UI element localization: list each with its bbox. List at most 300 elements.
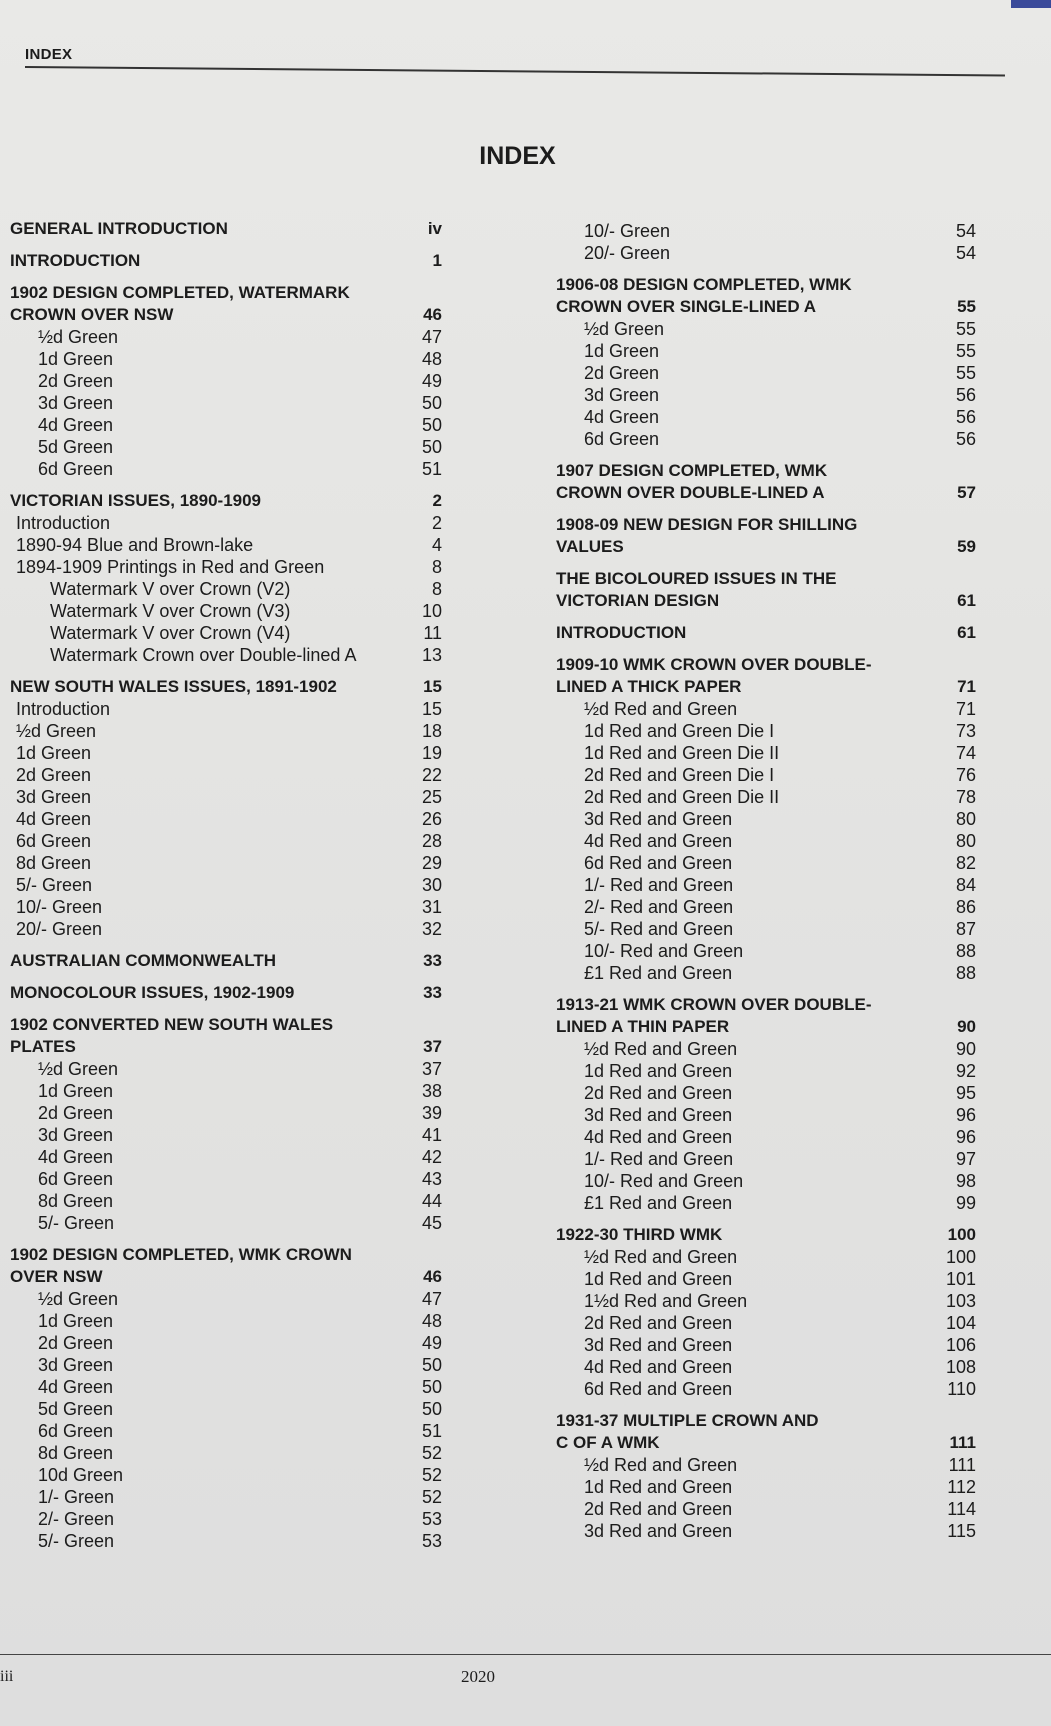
entry-title: Watermark Crown over Double-lined A [50,645,357,665]
index-entry [10,1530,442,1552]
entry-title: ½d Green [584,319,665,339]
index-entry [10,622,442,644]
entry-page-number: 87 [955,919,976,939]
index-entry [10,808,442,830]
entry-title: NEW SOUTH WALES ISSUES, 1891-1902 [10,677,337,696]
entry-page-number: 44 [421,1191,442,1211]
entry-title: 1/- Red and Green [584,1149,734,1169]
entry-title: 1890-94 Blue and Brown-lake [16,535,254,555]
entry-title: 4d Red and Green [584,1127,733,1147]
index-entry [556,406,976,428]
entry-title: 1909-10 WMK CROWN OVER DOUBLE- LINED A THICK PAPER [556,655,872,696]
index-entry [10,1288,442,1310]
index-entry [10,830,442,852]
index-entry [10,1508,442,1530]
entry-title: 4d Green [16,809,92,829]
entry-page-number: 49 [421,371,442,391]
entry-page-number: 39 [421,1103,442,1123]
entry-page-number: 2 [432,491,442,510]
entry-title: Introduction [16,699,111,719]
entry-title: 6d Red and Green [584,853,733,873]
entry-page-number: 50 [421,1355,442,1375]
index-entry [10,764,442,786]
entry-title: 2/- Green [38,1509,115,1529]
entry-page-number: 96 [955,1105,976,1125]
index-entry [10,392,442,414]
entry-page-number: 51 [421,459,442,479]
index-entry [556,918,976,940]
entry-page-number: 29 [421,853,442,873]
index-entry [10,512,442,534]
entry-title: 2d Green [38,1333,114,1353]
index-entry [556,874,976,896]
entry-page-number: 19 [421,743,442,763]
entry-page-number: 37 [421,1059,442,1079]
index-entry [10,1376,442,1398]
index-entry [10,348,442,370]
entry-title: 5/- Green [16,875,93,895]
index-entry [10,698,442,720]
entry-title: 2d Green [584,363,660,383]
entry-page-number: 80 [955,831,976,851]
index-entry [556,1520,976,1542]
index-entry [10,1354,442,1376]
index-entry [10,370,442,392]
index-section-heading [556,654,976,698]
entry-title: 2d Red and Green Die I [584,765,775,785]
entry-title: ½d Green [38,1289,119,1309]
index-entry [10,874,442,896]
index-entry [556,1290,976,1312]
entry-title: 8d Green [16,853,92,873]
entry-page-number: 25 [421,787,442,807]
index-right-column [556,220,976,1542]
index-entry [556,220,976,242]
entry-title: 10/- Red and Green [584,1171,744,1191]
entry-title: 1/- Red and Green [584,875,734,895]
index-entry [10,1058,442,1080]
entry-title: 10d Green [38,1465,124,1485]
entry-page-number: 28 [421,831,442,851]
index-section-heading [556,1224,976,1246]
entry-page-number: 88 [955,941,976,961]
index-entry [556,340,976,362]
entry-page-number: 101 [945,1269,976,1289]
index-entry [556,242,976,264]
entry-title: 2d Red and Green [584,1499,733,1519]
entry-page-number: 4 [431,535,442,555]
running-head: INDEX [25,46,73,63]
entry-title: 1931-37 MULTIPLE CROWN AND C OF A WMK [556,1411,819,1452]
entry-title: £1 Red and Green [584,1193,733,1213]
entry-page-number: 41 [421,1125,442,1145]
entry-page-number: 45 [421,1213,442,1233]
entry-title: 3d Red and Green [584,1105,733,1125]
entry-title: ½d Red and Green [584,1247,738,1267]
entry-title: 20/- Green [16,919,103,939]
entry-page-number: 8 [431,557,442,577]
entry-page-number: 100 [947,1225,976,1244]
entry-page-number: 112 [947,1477,976,1497]
page-corner-edge [1011,0,1051,8]
entry-title: 1d Green [16,743,92,763]
index-entry [556,1104,976,1126]
entry-page-number: 90 [957,1017,976,1036]
index-entry [10,436,442,458]
entry-title: 2d Red and Green [584,1083,733,1103]
entry-title: 1d Green [38,1081,114,1101]
entry-page-number: 92 [955,1061,976,1081]
entry-title: 10/- Green [584,221,671,241]
index-entry [556,1454,976,1476]
entry-page-number: 115 [947,1521,976,1541]
entry-title: ½d Red and Green [584,1039,738,1059]
index-section-heading [556,568,976,612]
entry-page-number: 61 [957,623,976,642]
footer-year: 2020 [461,1667,495,1686]
index-entry [556,1378,976,1400]
entry-page-number: 55 [955,319,976,339]
entry-title: 3d Red and Green [584,809,733,829]
header-rule [25,66,1005,77]
entry-title: 3d Green [16,787,92,807]
index-entry [10,786,442,808]
index-entry [556,742,976,764]
index-entry [556,1170,976,1192]
entry-title: 1d Green [38,1311,114,1331]
entry-title: 1d Green [584,341,660,361]
entry-page-number: 37 [423,1037,442,1056]
entry-page-number: iv [427,219,442,238]
entry-page-number: 71 [957,677,976,696]
entry-title: 6d Red and Green [584,1379,733,1399]
entry-title: 1902 DESIGN COMPLETED, WATERMARK CROWN OVER NSW [10,283,350,324]
entry-title: ½d Green [16,721,97,741]
entry-page-number: 30 [421,875,442,895]
entry-page-number: 50 [421,393,442,413]
entry-title: 1922-30 THIRD WMK [556,1225,723,1244]
page-title: INDEX [479,142,556,170]
entry-page-number: 46 [423,1267,442,1286]
entry-title: 4d Green [38,415,114,435]
entry-title: 1907 DESIGN COMPLETED, WMK CROWN OVER DOUBLE-LINED A [556,461,828,502]
entry-page-number: 54 [955,243,976,263]
index-section-heading [10,1014,442,1058]
index-entry [556,1246,976,1268]
entry-page-number: 110 [947,1379,976,1399]
index-entry [10,556,442,578]
entry-page-number: 43 [421,1169,442,1189]
entry-title: 1902 CONVERTED NEW SOUTH WALES PLATES [10,1015,334,1056]
entry-title: 10/- Green [16,897,103,917]
index-entry [556,808,976,830]
index-entry [556,1038,976,1060]
entry-title: VICTORIAN ISSUES, 1890-1909 [10,491,262,510]
index-entry [556,720,976,742]
index-entry [556,1126,976,1148]
entry-title: 4d Green [584,407,660,427]
entry-page-number: 98 [955,1171,976,1191]
index-entry [556,318,976,340]
entry-page-number: 51 [421,1421,442,1441]
index-entry [556,1334,976,1356]
entry-page-number: 78 [955,787,976,807]
index-entry [556,428,976,450]
entry-title: 1d Red and Green Die I [584,721,775,741]
entry-title: 1/- Green [38,1487,115,1507]
index-entry [10,326,442,348]
index-entry [556,698,976,720]
index-entry [10,600,442,622]
index-section-heading [10,490,442,512]
entry-title: INTRODUCTION [10,251,141,270]
entry-title: 5/- Red and Green [584,919,734,939]
index-entry [556,1082,976,1104]
index-entry [10,1124,442,1146]
index-entry [556,362,976,384]
entry-title: Watermark V over Crown (V2) [50,579,291,599]
footer-page-number: iii [0,1668,14,1685]
entry-title: 1d Red and Green [584,1061,733,1081]
entry-page-number: 55 [955,341,976,361]
entry-page-number: 8 [431,579,442,599]
entry-title: 1½d Red and Green [584,1291,748,1311]
entry-title: ½d Green [38,1059,119,1079]
entry-title: 3d Green [38,1125,114,1145]
entry-page-number: 88 [955,963,976,983]
entry-title: 4d Red and Green [584,831,733,851]
entry-page-number: 26 [421,809,442,829]
entry-page-number: 59 [957,537,976,556]
index-entry [556,1476,976,1498]
entry-page-number: 50 [421,1399,442,1419]
entry-title: Watermark V over Crown (V4) [50,623,291,643]
index-entry [10,534,442,556]
entry-page-number: 32 [421,919,442,939]
index-entry [10,742,442,764]
entry-page-number: 56 [955,407,976,427]
index-entry [10,1486,442,1508]
index-entry [10,414,442,436]
entry-title: 3d Green [38,393,114,413]
entry-page-number: 103 [945,1291,976,1311]
index-entry [556,830,976,852]
entry-title: 2d Green [38,371,114,391]
entry-page-number: 71 [955,699,976,719]
entry-title: 8d Green [38,1191,114,1211]
entry-page-number: 97 [955,1149,976,1169]
entry-page-number: 50 [421,437,442,457]
entry-page-number: 31 [421,897,442,917]
entry-title: 6d Green [38,1169,114,1189]
entry-page-number: 80 [955,809,976,829]
entry-title: 1d Green [38,349,114,369]
index-section-heading [556,274,976,318]
entry-title: 3d Red and Green [584,1335,733,1355]
entry-page-number: 76 [955,765,976,785]
entry-page-number: 96 [955,1127,976,1147]
entry-title: 8d Green [38,1443,114,1463]
index-entry [10,1420,442,1442]
index-entry [556,1060,976,1082]
index-entry [10,1310,442,1332]
entry-title: 2d Red and Green Die II [584,787,780,807]
index-section-heading [10,950,442,972]
entry-page-number: 82 [955,853,976,873]
entry-page-number: 52 [421,1443,442,1463]
entry-title: 6d Green [16,831,92,851]
entry-title: 4d Green [38,1377,114,1397]
entry-page-number: 48 [421,349,442,369]
entry-page-number: 111 [949,1433,976,1452]
entry-title: 6d Green [584,429,660,449]
entry-page-number: 53 [421,1509,442,1529]
index-entry [10,720,442,742]
entry-title: 5d Green [38,437,114,457]
index-section-heading [10,250,442,272]
entry-title: 10/- Red and Green [584,941,744,961]
index-entry [10,1168,442,1190]
index-entry [10,1464,442,1486]
index-entry [10,1332,442,1354]
index-entry [10,1146,442,1168]
entry-page-number: 18 [421,721,442,741]
entry-page-number: 73 [955,721,976,741]
index-section-heading [556,460,976,504]
entry-page-number: 84 [955,875,976,895]
entry-title: GENERAL INTRODUCTION [10,219,228,238]
entry-page-number: 86 [955,897,976,917]
index-section-heading [556,994,976,1038]
entry-title: 2/- Red and Green [584,897,734,917]
index-section-heading [10,218,442,240]
entry-page-number: 104 [945,1313,976,1333]
entry-page-number: 108 [945,1357,976,1377]
entry-title: ½d Red and Green [584,1455,738,1475]
index-section-heading [556,514,976,558]
entry-title: 2d Green [38,1103,114,1123]
entry-page-number: 99 [955,1193,976,1213]
entry-page-number: 57 [957,483,976,502]
entry-page-number: 13 [421,645,442,665]
index-section-heading [10,982,442,1004]
entry-title: 6d Green [38,459,114,479]
entry-page-number: 11 [423,623,442,643]
index-entry [556,940,976,962]
index-entry [556,1498,976,1520]
entry-page-number: 53 [421,1531,442,1551]
entry-title: 3d Green [38,1355,114,1375]
index-entry [556,1312,976,1334]
entry-page-number: 95 [955,1083,976,1103]
entry-page-number: 48 [421,1311,442,1331]
entry-page-number: 55 [955,363,976,383]
entry-title: 3d Red and Green [584,1521,733,1541]
entry-page-number: 55 [957,297,976,316]
entry-title: 1902 DESIGN COMPLETED, WMK CROWN OVER NSW [10,1245,352,1286]
entry-page-number: 47 [421,1289,442,1309]
entry-title: AUSTRALIAN COMMONWEALTH [10,951,276,970]
index-entry [10,1102,442,1124]
index-section-heading [10,676,442,698]
entry-title: 1906-08 DESIGN COMPLETED, WMK CROWN OVER SINGLE-LINED A [556,275,852,316]
index-entry [556,786,976,808]
entry-title: 1d Red and Green [584,1477,733,1497]
index-entry [10,578,442,600]
entry-title: 1d Red and Green Die II [584,743,780,763]
entry-title: 1908-09 NEW DESIGN FOR SHILLING VALUES [556,515,858,556]
entry-page-number: 50 [421,1377,442,1397]
index-entry [10,1080,442,1102]
entry-title: Introduction [16,513,111,533]
entry-page-number: 46 [423,305,442,324]
index-entry [556,1268,976,1290]
index-entry [10,1212,442,1234]
entry-page-number: 47 [421,327,442,347]
index-entry [10,1190,442,1212]
entry-title: MONOCOLOUR ISSUES, 1902-1909 [10,983,295,1002]
entry-page-number: 90 [955,1039,976,1059]
entry-title: ½d Red and Green [584,699,738,719]
index-entry [556,384,976,406]
entry-title: 4d Red and Green [584,1357,733,1377]
entry-page-number: 15 [421,699,442,719]
index-entry [556,1192,976,1214]
index-entry [10,1442,442,1464]
index-section-heading [556,1410,976,1454]
entry-page-number: 56 [955,385,976,405]
index-entry [10,918,442,940]
entry-title: 1894-1909 Printings in Red and Green [16,557,325,577]
entry-page-number: 10 [421,601,442,621]
entry-page-number: 74 [955,743,976,763]
index-section-heading [10,1244,442,1288]
entry-title: 2d Green [16,765,92,785]
entry-page-number: 38 [421,1081,442,1101]
entry-page-number: 33 [423,951,442,970]
entry-page-number: 50 [421,415,442,435]
index-entry [556,1148,976,1170]
index-entry [10,896,442,918]
entry-page-number: 1 [432,251,442,270]
entry-title: 5d Green [38,1399,114,1419]
entry-title: £1 Red and Green [584,963,733,983]
index-entry [10,852,442,874]
index-entry [556,896,976,918]
index-entry [556,1356,976,1378]
entry-page-number: 42 [421,1147,442,1167]
entry-page-number: 15 [423,677,442,696]
entry-page-number: 52 [421,1465,442,1485]
entry-title: 4d Green [38,1147,114,1167]
entry-page-number: 114 [947,1499,976,1519]
index-entry [556,852,976,874]
index-entry [556,764,976,786]
entry-title: 6d Green [38,1421,114,1441]
index-left-column [10,208,442,1552]
index-entry [10,458,442,480]
entry-title: 20/- Green [584,243,671,263]
entry-title: 5/- Green [38,1213,115,1233]
entry-page-number: 52 [421,1487,442,1507]
index-entry [10,1398,442,1420]
entry-title: ½d Green [38,327,119,347]
entry-page-number: 49 [421,1333,442,1353]
index-entry [10,644,442,666]
entry-title: INTRODUCTION [556,623,687,642]
entry-page-number: 61 [957,591,976,610]
footer-rule [0,1654,1051,1655]
